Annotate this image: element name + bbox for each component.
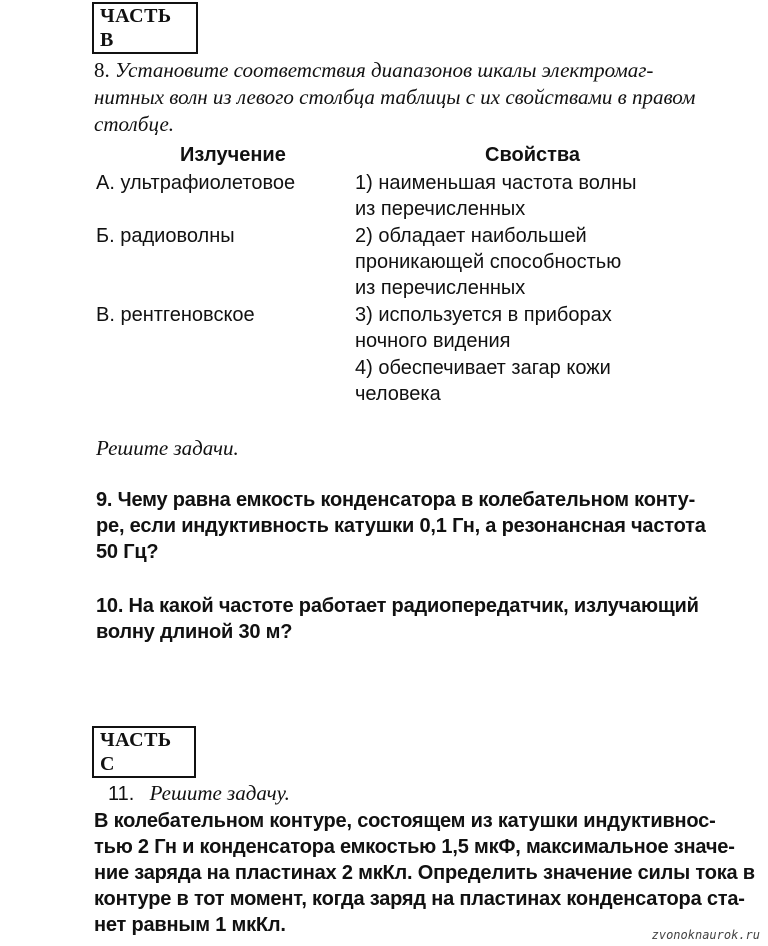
q11-line-2: тью 2 Гн и конденсатора емкостью 1,5 мкФ, максимальное значе- <box>94 836 735 858</box>
q11-intro: Решите задачу. <box>149 781 290 805</box>
property-3-line-1: 3) используется в приборах <box>355 304 612 326</box>
property-1-line-1: 1) наименьшая частота волны <box>355 172 637 194</box>
property-3-line-2: ночного видения <box>355 330 511 352</box>
col-header-radiation: Излучение <box>180 144 286 166</box>
property-1-line-2: из перечисленных <box>355 198 526 220</box>
q11-line-3: ние заряда на пластинах 2 мкКл. Определить значение силы тока в <box>94 862 755 884</box>
property-4-line-2: человека <box>355 383 441 405</box>
radiation-item-a: А. ультрафиолетовое <box>96 172 296 194</box>
col-header-properties: Свойства <box>485 144 581 166</box>
q9-line-1: 9. Чему равна емкость конденсатора в колебательном конту- <box>96 489 696 511</box>
watermark: zvonoknaurok.ru <box>651 928 760 942</box>
q8-number: 8. <box>94 58 110 82</box>
q11-intro-line <box>108 780 290 807</box>
q10-line-2: волну длиной 30 м? <box>96 621 293 643</box>
part-c-label: ЧАСТЬ С <box>92 726 196 778</box>
solve-tasks-heading: Решите задачи. <box>96 436 239 460</box>
q8-text-1: Установите соответствия диапазонов шкалы электромаг- <box>115 58 654 82</box>
q8-line-3: столбце. <box>94 112 175 136</box>
radiation-item-b: Б. радиоволны <box>96 225 235 247</box>
radiation-item-c: В. рентгеновское <box>96 304 255 326</box>
property-2-line-3: из перечисленных <box>355 277 526 299</box>
q9-line-2: ре, если индуктивность катушки 0,1 Гн, а резонансная частота <box>96 515 706 537</box>
q9-line-3: 50 Гц? <box>96 541 159 563</box>
q11-number: 11. <box>108 783 135 805</box>
property-4-line-1: 4) обеспечивает загар кожи <box>355 357 611 379</box>
q11-line-4: контуре в тот момент, когда заряд на пластинах конденсатора ста- <box>94 888 745 910</box>
q8-line-1 <box>94 57 653 83</box>
q10-line-1: 10. На какой частоте работает радиопередатчик, излучающий <box>96 595 699 617</box>
q8-line-2: нитных волн из левого столбца таблицы с их свойствами в правом <box>94 85 696 109</box>
part-b-label: ЧАСТЬ В <box>92 2 198 54</box>
property-2-line-2: проникающей способностью <box>355 251 622 273</box>
q11-line-1: В колебательном контуре, состоящем из катушки индуктивнос- <box>94 810 716 832</box>
q11-line-5: нет равным 1 мкКл. <box>94 914 286 936</box>
property-2-line-1: 2) обладает наибольшей <box>355 225 587 247</box>
